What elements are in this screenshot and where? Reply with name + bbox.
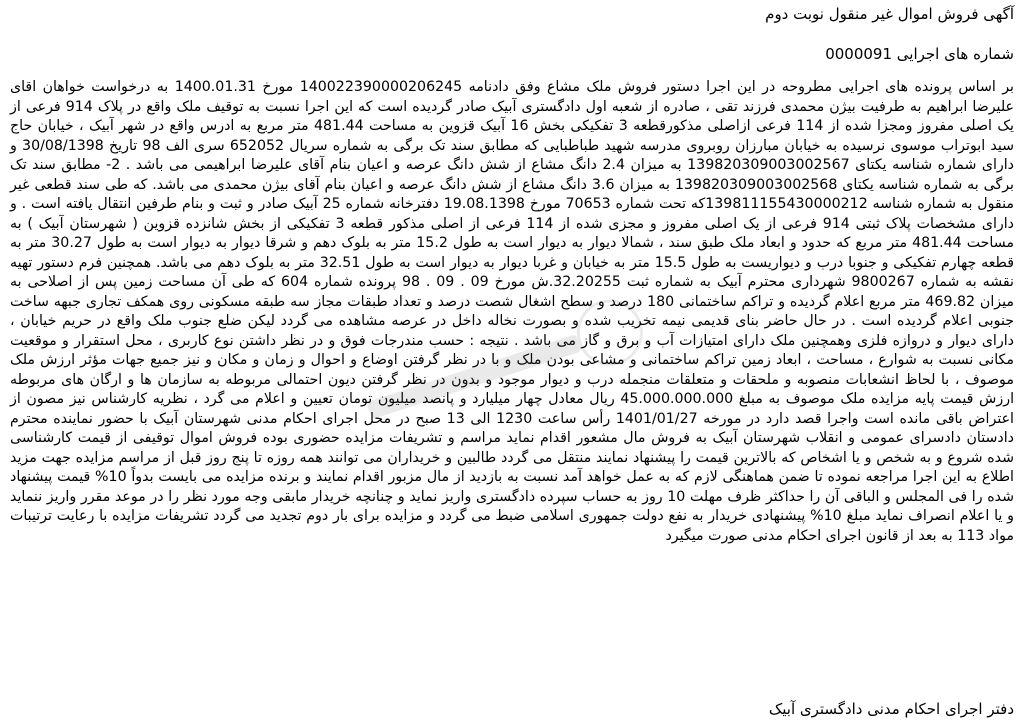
notice-title: آگهی فروش اموال غیر منقول نوبت دوم bbox=[765, 5, 1014, 23]
file-number: شماره های اجرایی 0000091 bbox=[825, 45, 1014, 63]
notice-body: بر اساس پرونده های اجرایی مطروحه در این اجرا دستور فروش ملک مشاع وفق دادنامه 140022390000206245 مورخ 1400.01.31 به درخواست خواهان اقای علیرضا ابراهیم به طرفیت بیژن محمدی فرزند تقی ، صادره از شعبه اول دادگستری آبیک صادر گردیده است که این اجرا نسبت به توقیف ملک واقع در پلاک 914 فرعی از یک اصلی مفروز ومجزا شده از 114 فرعی ازاصلی مذکورقطعه 3 تفکیکی بخش 16 آبیک قزوین به مساحت 481.44 متر مربع به ادرس واقع در شهر آبیک ، خیابان حاج سید ابوتراب موسوی نرسیده به خیابان مبارزان روبروی مدرسه شهید طباطبایی که مطابق سند تک برگی به شماره سریال 652052 سری الف 98 تاریخ 30/08/1398 و دارای شماره شناسه یکتای 13982030900300256​7 به میزان 2.4 دانگ مشاع از شش دانگ عرصه و اعیان بنام آقای علیرضا ابراهیمی می باشد . 2- مطابق سند تک برگی به شماره شناسه یکتای 139820309003002568 به میزان 3.6 دانگ مشاع از شش دانگ عرصه و اعیان بنام آقای بیژن محمدی می باشد. که طی سند قطعی غیر منقول به شماره شناسه 13981115543000021​2که تحت شماره 70653 مورخ 19.08.1398 دفترخانه شماره 25 آبیک صادر و ثبت و بنام طرفین انتقال یافته است . و دارای مشخصات پلاک ثبتی 914 فرعی از یک اصلی مفروز و مجزی شده از 114 فرعی از اصلی مذکور قطعه 3 تفکیکی از بخش شانزده قزوین ( شهرستان آبیک ) به مساحت 481.44 متر مربع که حدود و ابعاد ملک طبق سند ، شمالا دیوار به دیوار است به طول 15.2 متر به بلوک دهم و شرقا دیوار به دیوار است به طول 30.27 متر به قطعه چهارم تفکیکی و جنوبا درب و دیواریست به طول 15.5 متر به خیابان و غربا دیوار به دیوار است به طول 32.51 متر به بلوک دهم می باشد. همچنین فرم دستور تهیه نقشه به شماره 9800267 شهرداری محترم آبیک به شماره ثبت 32.20255.ش مورخ 09 . 09 . 98 پرونده شماره 604 که طی آن مساحت زمین پس از اصلاحی به میزان 469.82 متر مربع اعلام گردیده و تراکم ساختمانی 180 درصد و سطح اشغال شصت درصد و تعداد طبقات مجاز سه طبقه مسکونی روی همکف تجاری جبهه ساخت جنوبی اعلام گردیده است . در حال حاضر بنای قدیمی نیمه تخریب شده و بصورت نخاله داخل در عرصه مشاهده می گردد لیکن ضلع جنوب ملک واقع در حریم خیابان ، دارای دیوار و دروازه فلزی وهمچنین ملک دارای امتیازات آب و برق و گاز می باشد . نتیجه : حسب مندرجات فوق و در نظر داشتن نوع کاربری ، محل استقرار و موقعیت مکانی نسبت به شوارع ، مساحت ، ابعاد زمین تراکم ساختمانی و مشاعی بودن ملک و با در نظر گرفتن اوضاع و احوال و زمان و مکان و نیز جمیع جهات مؤثر ارزش ملک موصوف ، با لحاظ انشعابات منصوبه و ملحقات و متعلقات منجمله درب و دیوار موجود و بدون در نظر گرفتن دیون احتمالی مربوطه به سازمان ها و ارگان های مربوطه ارزش قیمت پایه مزایده ملک موصوف به مبلغ 45.000.000.000 ریال معادل چهار میلیارد و پانصد میلیون تومان تعیین و اعلام می گرد ، نظریه کارشناس نیز مصون از اعتراض باقی مانده است واجرا قصد دارد در مورخه 1401/01/27 رأس ساعت 1230 الی 13 صبح در محل اجرای احکام مدنی شهرستان آبیک با حضور نماینده محترم دادستان دادسرای عمومی و انقلاب شهرستان آبیک به فروش مال مشعور اقدام نماید مراسم و تشریفات مزایده حضوری بوده فروش اموال توقیفی از قیمت کارشناسی شده شروع و به شخص و یا اشخاص که بالاترین قیمت را پیشنهاد نمایند منتقل می گردد طالبین و خریداران می توانند همه روزه تا پنج روز قبل از مراسم مزایده جهت مزید اطلاع به این اجرا مراجعه نموده تا ضمن هماهنگی لازم که به عمل خواهد آمد نسبت به بازدید از مال مزبور اقدام نمایند و برنده مزایده می بایست بدواً 10% قیمت پیشنهاد شده را فی المجلس و الباقی آن را حداکثر ظرف مهلت 10 روز به حساب سپرده دادگستری واریز نماید و چنانچه خریدار مابقی وجه مورد نظر را در موعد مقرر واریز ننماید و یا اعلام انصراف نماید مبلغ 10% پیشنهادی خریدار به نفع دولت جمهوری اسلامی ضبط می گردد و مزایده برای بار دوم تجدید می گردد تشریفات مزایده با رعایت ترتیبات مواد 113 به بعد از قانون اجرای احکام مدنی صورت میگیرد bbox=[10, 79, 1015, 544]
issuer-signature: دفتر اجرای احکام مدنی دادگستری آبیک bbox=[768, 700, 1014, 718]
